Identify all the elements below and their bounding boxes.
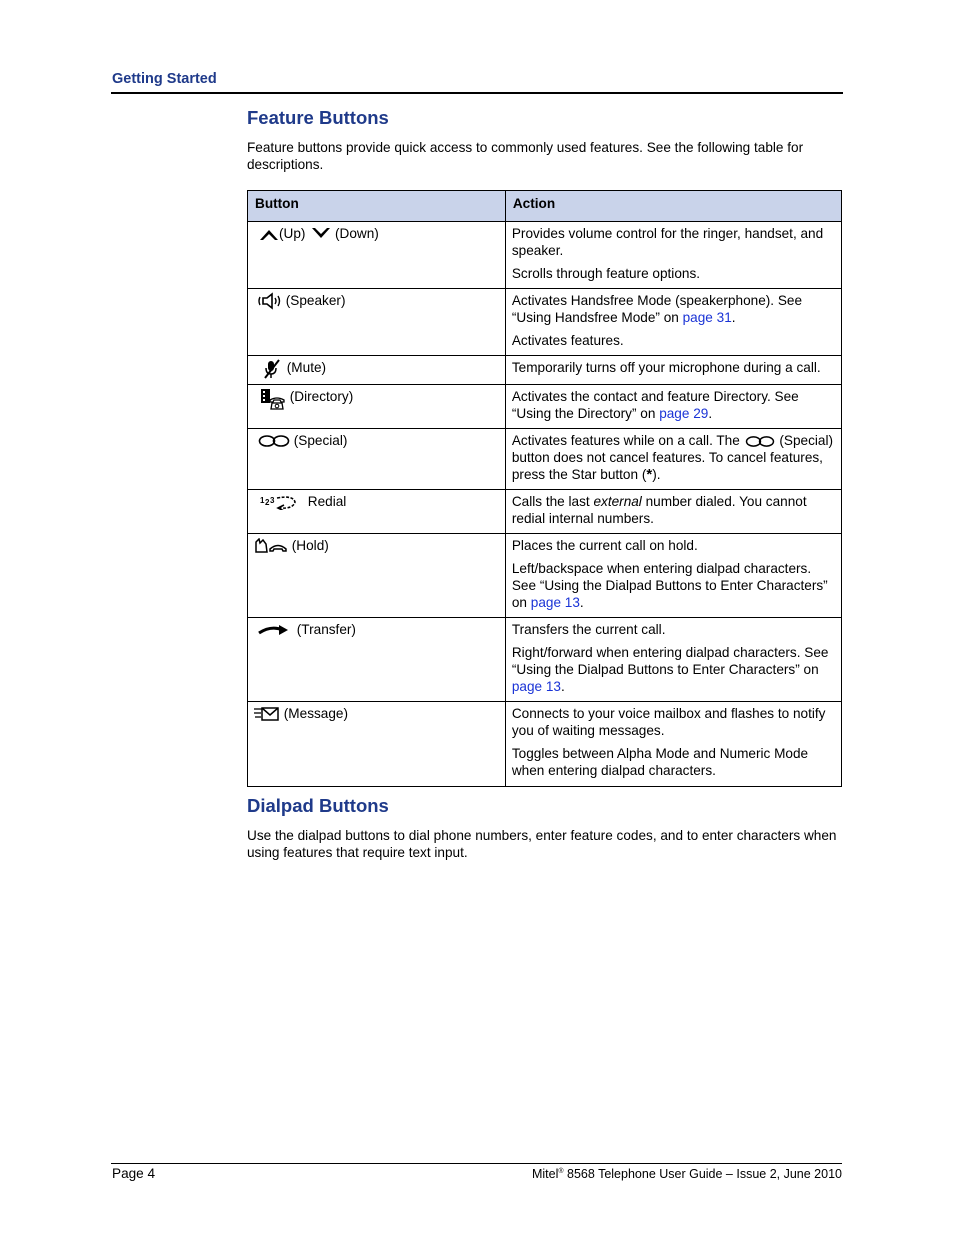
feature-buttons-table	[247, 190, 842, 787]
column-header-button: Button	[248, 191, 506, 222]
action-cell-redial	[505, 490, 841, 534]
page-link[interactable]: page 29	[659, 406, 709, 421]
svg-text:2: 2	[265, 498, 270, 508]
down-label: (Down)	[335, 226, 379, 241]
action-text: Activates features.	[511, 333, 624, 348]
feature-buttons-heading: Feature Buttons	[247, 107, 389, 128]
transfer-icon	[257, 622, 293, 638]
button-cell-message	[248, 702, 506, 787]
up-label: (Up)	[279, 226, 306, 241]
table-row	[248, 429, 842, 490]
table-row	[248, 618, 842, 702]
special-icon	[744, 435, 776, 448]
star-symbol: *	[646, 466, 653, 483]
action-text: Transfers the current call.	[511, 622, 666, 637]
dialpad-buttons-heading: Dialpad Buttons	[247, 795, 389, 816]
page-link[interactable]: page 13	[511, 679, 561, 694]
action-cell-special	[505, 429, 841, 490]
down-arrow-icon	[311, 227, 331, 241]
up-arrow-icon	[259, 227, 279, 241]
transfer-label: (Transfer)	[296, 622, 356, 637]
table-row	[248, 356, 842, 385]
action-text: Left/backspace when entering dialpad characters. See “Using the Dialpad Buttons to Enter Characters” on page 13.	[511, 561, 828, 610]
table-row	[248, 385, 842, 429]
header-rule	[111, 92, 843, 94]
button-cell-up-down	[248, 222, 506, 289]
action-cell-speaker	[505, 289, 841, 356]
action-cell-transfer	[505, 618, 841, 702]
table-row	[248, 289, 842, 356]
button-cell-hold	[248, 534, 506, 618]
action-cell-hold	[505, 534, 841, 618]
mute-icon	[261, 359, 283, 379]
feature-buttons-intro: Feature buttons provide quick access to commonly used features. See the following table for descriptions.	[247, 140, 804, 172]
speaker-icon	[258, 292, 282, 310]
button-cell-directory	[248, 385, 506, 429]
action-text: Activates the contact and feature Directory. See “Using the Directory” on page 29.	[511, 389, 799, 421]
hold-icon	[254, 538, 288, 554]
message-icon	[254, 705, 280, 723]
action-text: Places the current call on hold.	[511, 538, 698, 553]
special-icon	[258, 434, 290, 448]
action-cell-up-down	[505, 222, 841, 289]
svg-text:3: 3	[270, 496, 275, 506]
speaker-label: (Speaker)	[285, 293, 346, 308]
table-row	[248, 534, 842, 618]
action-text: Activates features while on a call. The (Special) button does not cancel features. To cancel features, press the Star button (*).	[511, 433, 833, 483]
svg-text:1: 1	[260, 496, 265, 506]
mute-label: (Mute)	[286, 360, 327, 375]
footer-rule	[111, 1163, 842, 1164]
column-header-action: Action	[505, 191, 841, 222]
action-cell-message	[505, 702, 841, 787]
page-link[interactable]: page 31	[682, 310, 732, 325]
action-text: Scrolls through feature options.	[511, 266, 701, 281]
action-text: Connects to your voice mailbox and flashes to notify you of waiting messages.	[511, 706, 826, 738]
redial-label: Redial	[307, 494, 347, 509]
page-number: Page 4	[112, 1166, 156, 1181]
button-cell-special	[248, 429, 506, 490]
table-row	[248, 222, 842, 289]
hold-label: (Hold)	[291, 538, 329, 553]
button-cell-transfer	[248, 618, 506, 702]
table-row	[248, 702, 842, 787]
button-cell-mute	[248, 356, 506, 385]
table-row	[248, 490, 842, 534]
button-cell-redial	[248, 490, 506, 534]
footer-guide-title: Mitel® 8568 Telephone User Guide – Issue 2, June 2010	[531, 1167, 842, 1181]
action-text: Temporarily turns off your microphone during a call.	[511, 360, 821, 375]
action-text: Toggles between Alpha Mode and Numeric Mode when entering dialpad characters.	[511, 746, 809, 778]
action-cell-directory	[505, 385, 841, 429]
table-header-row	[248, 191, 842, 222]
running-header: Getting Started	[112, 71, 217, 87]
redial-icon	[260, 494, 300, 510]
page-link[interactable]: page 13	[530, 595, 580, 610]
action-text: Activates Handsfree Mode (speakerphone). See “Using Handsfree Mode” on page 31.	[511, 293, 803, 325]
message-label: (Message)	[283, 706, 348, 721]
action-text: Right/forward when entering dialpad characters. See “Using the Dialpad Buttons to Enter Characters” on page 13.	[511, 645, 829, 694]
button-cell-speaker	[248, 289, 506, 356]
directory-label: (Directory)	[289, 389, 354, 404]
action-cell-mute	[505, 356, 841, 385]
dialpad-buttons-intro: Use the dialpad buttons to dial phone numbers, enter feature codes, and to enter characters when using features that require text input.	[247, 828, 837, 860]
directory-icon	[260, 388, 286, 410]
action-text: Provides volume control for the ringer, handset, and speaker.	[511, 226, 824, 258]
action-text: Calls the last external number dialed. You cannot redial internal numbers.	[511, 494, 807, 526]
special-label: (Special)	[293, 433, 348, 448]
